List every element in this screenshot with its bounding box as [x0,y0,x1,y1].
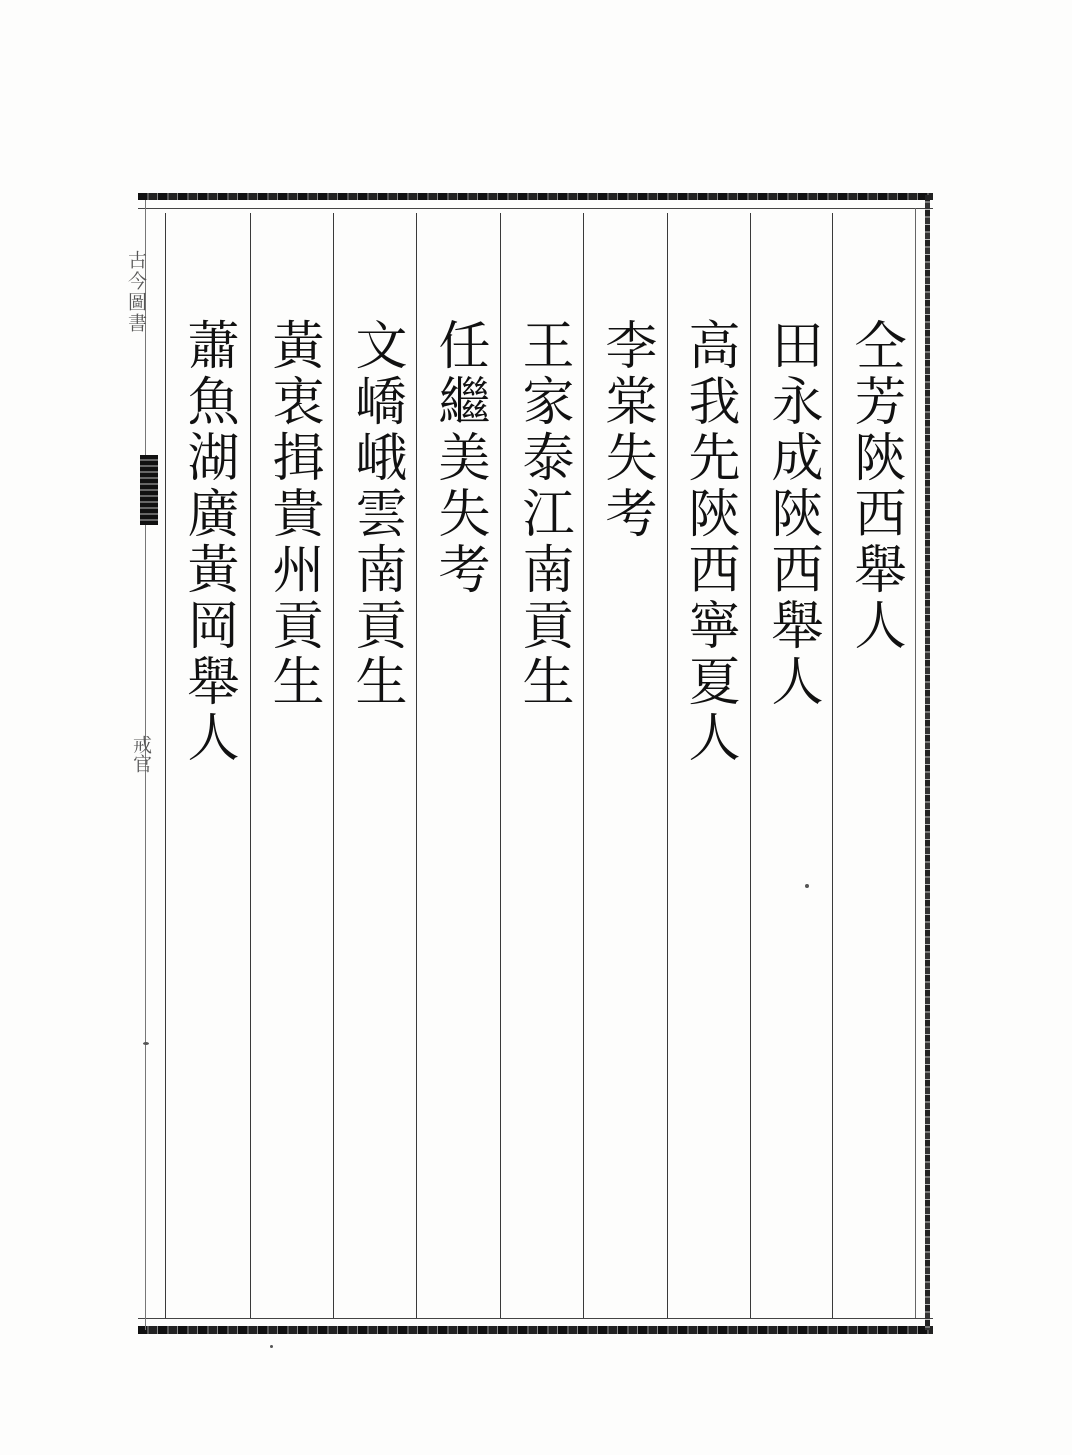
entry-text: 任繼美失考 [429,318,489,598]
column-divider [250,213,251,1318]
entry-detail: 棠失考 [596,374,656,542]
column-divider [500,213,501,1318]
frame-bottom-inner-line [138,1318,933,1319]
margin-book-title: 古今圖書 [125,250,147,334]
text-column [424,318,494,598]
frame-top-inner-line [138,208,933,209]
entry-detail: 魚湖廣黃岡舉人 [178,374,238,766]
text-column [591,318,661,542]
column-divider [583,213,584,1318]
surname: 李 [596,318,656,374]
text-column [341,318,411,710]
entry-detail: 芳陝西舉人 [845,374,905,654]
column-divider [667,213,668,1318]
frame-right-border [925,195,930,1330]
text-column [674,318,744,766]
column-divider [333,213,334,1318]
frame-bottom-border [138,1326,933,1334]
fish-tail-mark [140,455,158,525]
text-column [173,318,243,766]
ink-speck [270,1345,273,1348]
column-divider [165,213,166,1318]
text-column [757,318,827,710]
text-column [508,318,578,710]
surname: 仝 [845,318,905,374]
entry-text: 黃衷揖貴州貢生 [263,318,323,710]
text-column [258,318,328,710]
margin-section-label: 戒官 [130,735,152,773]
frame-top-border [138,193,933,200]
entry-text: 田永成陝西舉人 [762,318,822,710]
column-divider [416,213,417,1318]
column-divider [750,213,751,1318]
ink-speck [805,884,809,888]
entry-text: 文嶠峨雲南貢生 [346,318,406,710]
frame-right-inner-line [915,208,916,1318]
column-divider [832,213,833,1318]
ink-speck [143,1042,149,1045]
entry-text: 王家泰江南貢生 [513,318,573,710]
text-column [840,318,910,654]
surname: 蕭 [178,318,238,374]
entry-text: 高我先陝西寧夏人 [679,318,739,766]
